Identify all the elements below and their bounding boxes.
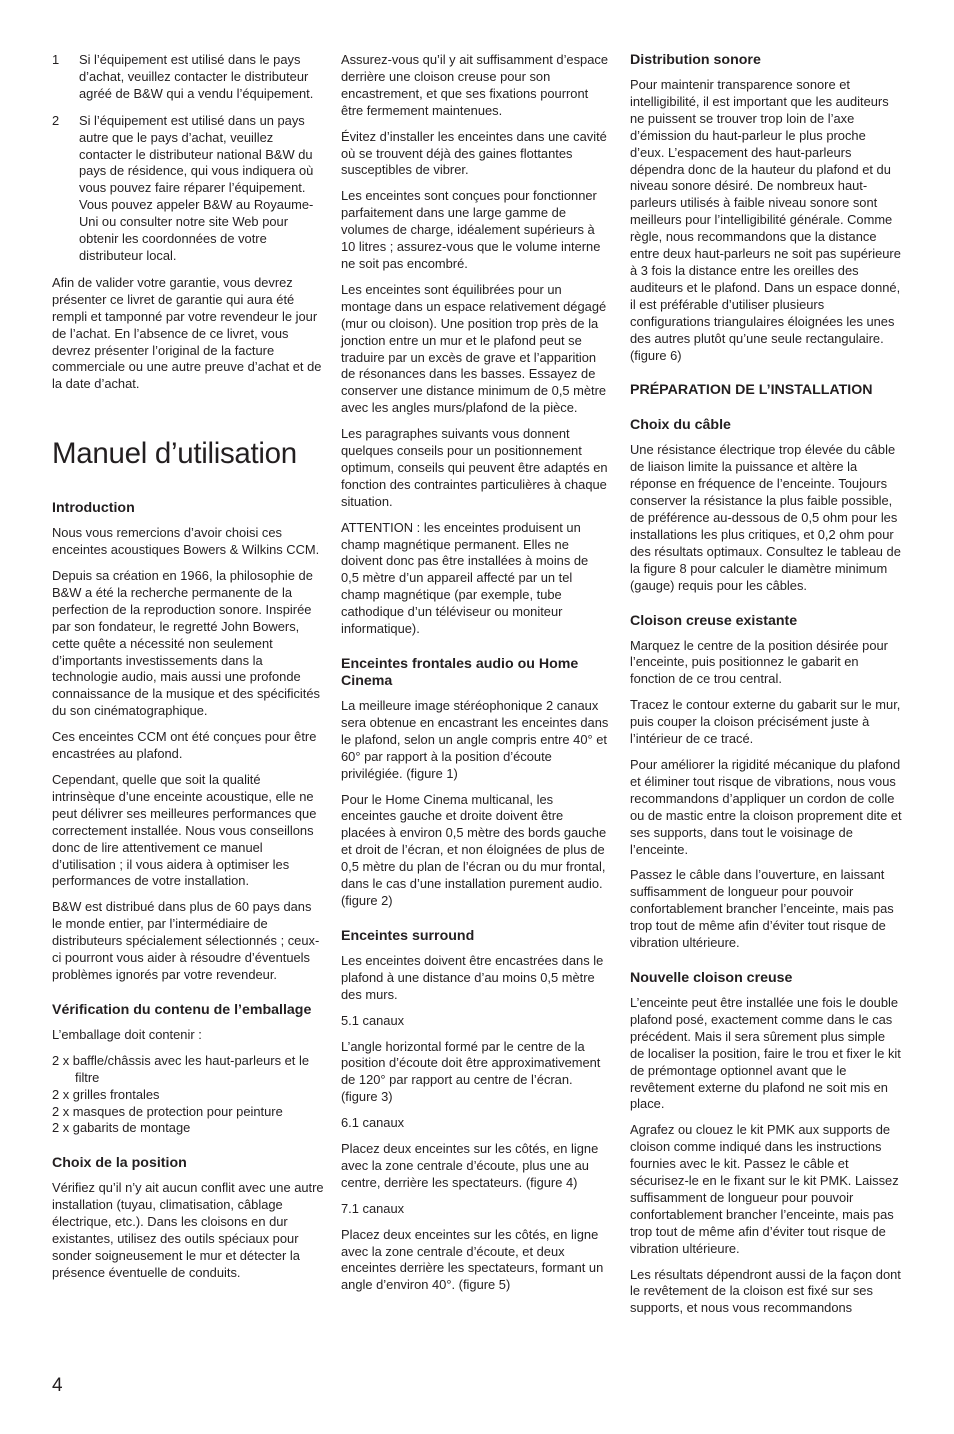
intro-paragraph: Nous vous remercions d’avoir choisi ces enceintes acoustiques Bowers & Wilkins CCM. [52, 525, 320, 558]
warranty-paragraph: Afin de valider votre garantie, vous devrez présenter ce livret de garantie qui aura été rempli et tamponné par votre revendeur le jour de l’achat. En l’absence de ce livret, vous devrez présenter l’original de la facture commerciale ou une autre preuve d’achat et de la date d’achat. [52, 274, 322, 392]
surround-heading: Enceintes surround [341, 927, 475, 944]
paragraph: Assurez-vous qu’il y ait suffisamment d’espace derrière une cloison creuse pour son encastrement, et que ses fixations pourront être fermement maintenues. [341, 52, 609, 118]
column-right [630, 52, 902, 1326]
preparation-heading: PRÉPARATION DE L’INSTALLATION [630, 382, 873, 399]
list-item: 2 x grilles frontales [52, 1086, 160, 1102]
intro-paragraph: Cependant, quelle que soit la qualité intrinsèque d’une enceinte acoustique, elle ne peut délivrer ses meilleures performances que correctement installée. Nous vous conseillons donc de lire attentivement ce manuel d’utilisation ; il vous aidera à optimiser les performances de votre installation. [52, 772, 317, 889]
column-left [52, 52, 324, 1291]
paragraph: Les enceintes sont équilibrées pour un montage dans un espace relativement dégagé (mur ou cloison). Une position trop près de la jonction entre un mur et le plafond peut se traduire par un excès de grave et l’apparition de résonances dans les basses. Essayez de conserver une distance minimum de 0,5 mètre avec les angles murs/plafond de la pièce. [341, 281, 607, 416]
paragraph: Pour maintenir transparence sonore et intelligibilité, il est important que les auditeurs ne puissent se trouver trop loin de l’axe d’émission du haut-parleur le plus proche d’eux. L’espacement des haut-parleurs dépendra donc de la hauteur du plafond et du niveau sonore désiré. De nombreux haut-parleurs utilisés à faible niveau sonore sont meilleurs pour l’intelligibilité générale. Comme règle, nous recommandons que la distance entre deux haut-parleurs ne soit pas supérieure à 3 fois la distance entre les oreilles des auditeurs et le plafond. Dans un espace donné, il est préférable d’utiliser plusieurs configurations triangulaires éloignées les unes des autres plutôt qu’une seule rectangulaire. (figure 6) [630, 77, 901, 363]
paragraph: Agrafez ou clouez le kit PMK aux supports de cloison comme indiqué dans les instructions fournies avec le kit. Passez le câble et sécurisez-le en le fixant sur le kit PMK. Laissez suffisamment de longueur pour pouvoir confortablement brancher l’enceinte, mais pas trop tout de même afin d’éviter tout risque de vibration ultérieure. [630, 1122, 899, 1256]
channel-label: 7.1 canaux [341, 1200, 405, 1216]
paragraph: Placez deux enceintes sur les côtés, en ligne avec la zone centrale d’écoute, plus une au centre, derrière les spectateurs. (figure 4) [341, 1141, 599, 1190]
list-item: 2 x masques de protection pour peinture [52, 1103, 283, 1119]
paragraph: Pour le Home Cinema multicanal, les enceintes gauche et droite doivent être placées à environ 0,5 mètre des bords gauche et droit de l’écran, et non éloignées de plus de 0,5 mètre du plan de l’écran ou du mur frontal, dans le cas d’une installation purement audio. (figure 2) [341, 791, 607, 908]
paragraph: Une résistance électrique trop élevée du câble de liaison limite la puissance et altère la réponse en fréquence de l’enceinte. Toujours conserver la résistance la plus faible possible, de préférence au-dessous de 0,5 ohm pour les installations les plus critiques, et 0,2 ohm pour des résultats optimaux. Consultez le tableau de la figure 8 pour calculer le diamètre minimum (gauge) requis pour les câbles. [630, 442, 901, 593]
paragraph: Les paragraphes suivants vous donnent quelques conseils pour un positionnement optimum, conseils qui peuvent être adaptés en fonction des contraintes particulières à chaque situation. [341, 426, 608, 509]
contents-intro: L’emballage doit contenir : [52, 1026, 202, 1042]
paragraph: Pour améliorer la rigidité mécanique du plafond et éliminer tout risque de vibrations, nous vous recommandons d’appliquer un cordon de colle ou de mastic entre la cloison proprement dite et ses supports, dans tout le voisinage de l’enceinte. [630, 757, 902, 857]
channel-label: 5.1 canaux [341, 1012, 405, 1028]
intro-paragraph: Depuis sa création en 1966, la philosophie de B&W a été la recherche permanente de la perfection de la reproduction sonore. Inspirée par son fondateur, le regretté John Bowers, cette quête a nécessité non seulement d’importants investissements dans la technologie audio, mais aussi une profonde connaissance de la musique et des spécificités du son cinématographique. [52, 568, 320, 719]
existing-wall-heading: Cloison creuse existante [630, 612, 798, 629]
paragraph: L’angle horizontal formé par le centre de la position d’écoute doit être approximativement de 120° par rapport au centre de l’écran. (figure 3) [341, 1038, 601, 1105]
new-wall-heading: Nouvelle cloison creuse [630, 969, 793, 986]
item-text: Si l’équipement est utilisé dans un pays autre que le pays d’achat, veuillez contacter le distributeur national B&W du pays de résidence, qui vous indiquera où vous pouvez faire réparer l’équipement. Vous pouvez appeler B&W au Royaume-Uni ou consulter notre site Web pour obtenir les coordonnées de votre distributeur local. [79, 112, 314, 263]
paragraph: Les résultats dépendront aussi de la façon dont le revêtement de la cloison est fixé sur ses supports, et nous vous recommandons [630, 1266, 901, 1316]
paragraph: Les enceintes doivent être encastrées dans le plafond à une distance d’au moins 0,5 mètre des murs. [341, 952, 604, 1002]
paragraph: Les enceintes sont conçues pour fonctionner parfaitement dans une large gamme de volumes de charge, idéalement supérieurs à 10 litres ; assurez-vous que le volume interne ne soit pas encombré. [341, 188, 601, 271]
contents-list [52, 1053, 324, 1138]
front-speakers-heading: Enceintes frontales audio ou Home Cinema [341, 656, 579, 689]
paragraph: Passez le câble dans l’ouverture, en laissant suffisamment de longueur pour pouvoir confortablement brancher l’enceinte, mais pas trop tout de même afin d’éviter tout risque de vibration ultérieure. [630, 867, 894, 951]
channel-label: 6.1 canaux [341, 1115, 405, 1131]
contents-heading: Vérification du contenu de l’emballage [52, 1001, 312, 1018]
list-item: 2 x gabarits de montage [52, 1120, 191, 1136]
item-text: Si l’équipement est utilisé dans le pays d’achat, veuillez contacter le distributeur agréé de B&W qui a vendu l’équipement. [79, 52, 314, 101]
paragraph: Tracez le contour externe du gabarit sur le mur, puis couper la cloison précisément juste à l’intérieur de ce tracé. [630, 697, 901, 747]
numbered-item [52, 113, 324, 265]
item-number: 1 [52, 52, 60, 67]
list-item: 2 x baffle/châssis avec les haut-parleurs et le filtre [52, 1052, 309, 1085]
page-number: 4 [52, 1375, 63, 1396]
numbered-item [52, 52, 324, 103]
distribution-heading: Distribution sonore [630, 52, 761, 68]
intro-paragraph: Ces enceintes CCM ont été conçues pour être encastrées au plafond. [52, 729, 317, 762]
paragraph: L’enceinte peut être installée une fois le double plafond posé, exactement comme dans le cas précédent. Mais il sera sûrement plus simple de localiser la position, faire le trou et fixer le kit de prémontage optionnel avant que le revêtement externe du plafond ne soit mis en place. [630, 994, 901, 1112]
intro-paragraph: B&W est distribué dans plus de 60 pays dans le monde entier, par l’intermédiaire de distributeurs spécialement sélectionnés ; ceux-ci pourront vous aider à résoudre d’éventuels problèmes ignorés par votre revendeur. [52, 899, 320, 982]
paragraph: Marquez le centre de la position désirée pour l’enceinte, puis positionnez le gabarit en fonction de ce trou central. [630, 637, 888, 687]
warning-paragraph: ATTENTION : les enceintes produisent un champ magnétique permanent. Elles ne doivent donc pas être installées à moins de 0,5 mètre d’un appareil affecté par un tel champ magnétique (par exemple, tube cathodique d’un téléviseur ou moniteur informatique). [341, 519, 589, 637]
paragraph: La meilleure image stéréophonique 2 canaux sera obtenue en encastrant les enceintes dans le plafond, selon un angle compris entre 40° et 60° par rapport à la position d’écoute privilégiée. (figure 1) [341, 698, 609, 781]
position-heading: Choix de la position [52, 1155, 187, 1172]
column-middle [341, 52, 609, 1303]
introduction-heading: Introduction [52, 500, 135, 517]
item-number: 2 [52, 112, 60, 128]
paragraph: Placez deux enceintes sur les côtés, en ligne avec la zone centrale d’écoute, et deux enceintes derrière les spectateurs, formant un angle d’environ 40°. (figure 5) [341, 1226, 604, 1293]
cable-heading: Choix du câble [630, 417, 731, 434]
page-title: Manuel d’utilisation [52, 437, 297, 471]
paragraph: Évitez d’installer les enceintes dans une cavité où se trouvent déjà des gaines flottantes susceptibles de vibrer. [341, 128, 607, 178]
position-paragraph: Vérifiez qu’il n’y ait aucun conflit avec une autre installation (tuyau, climatisation, câblage électrique, etc.). Dans les cloisons en dur existantes, utilisez des outils spéciaux pour sonder soigneusement le mur et détecter la présence éventuelle de conduits. [52, 1180, 324, 1280]
